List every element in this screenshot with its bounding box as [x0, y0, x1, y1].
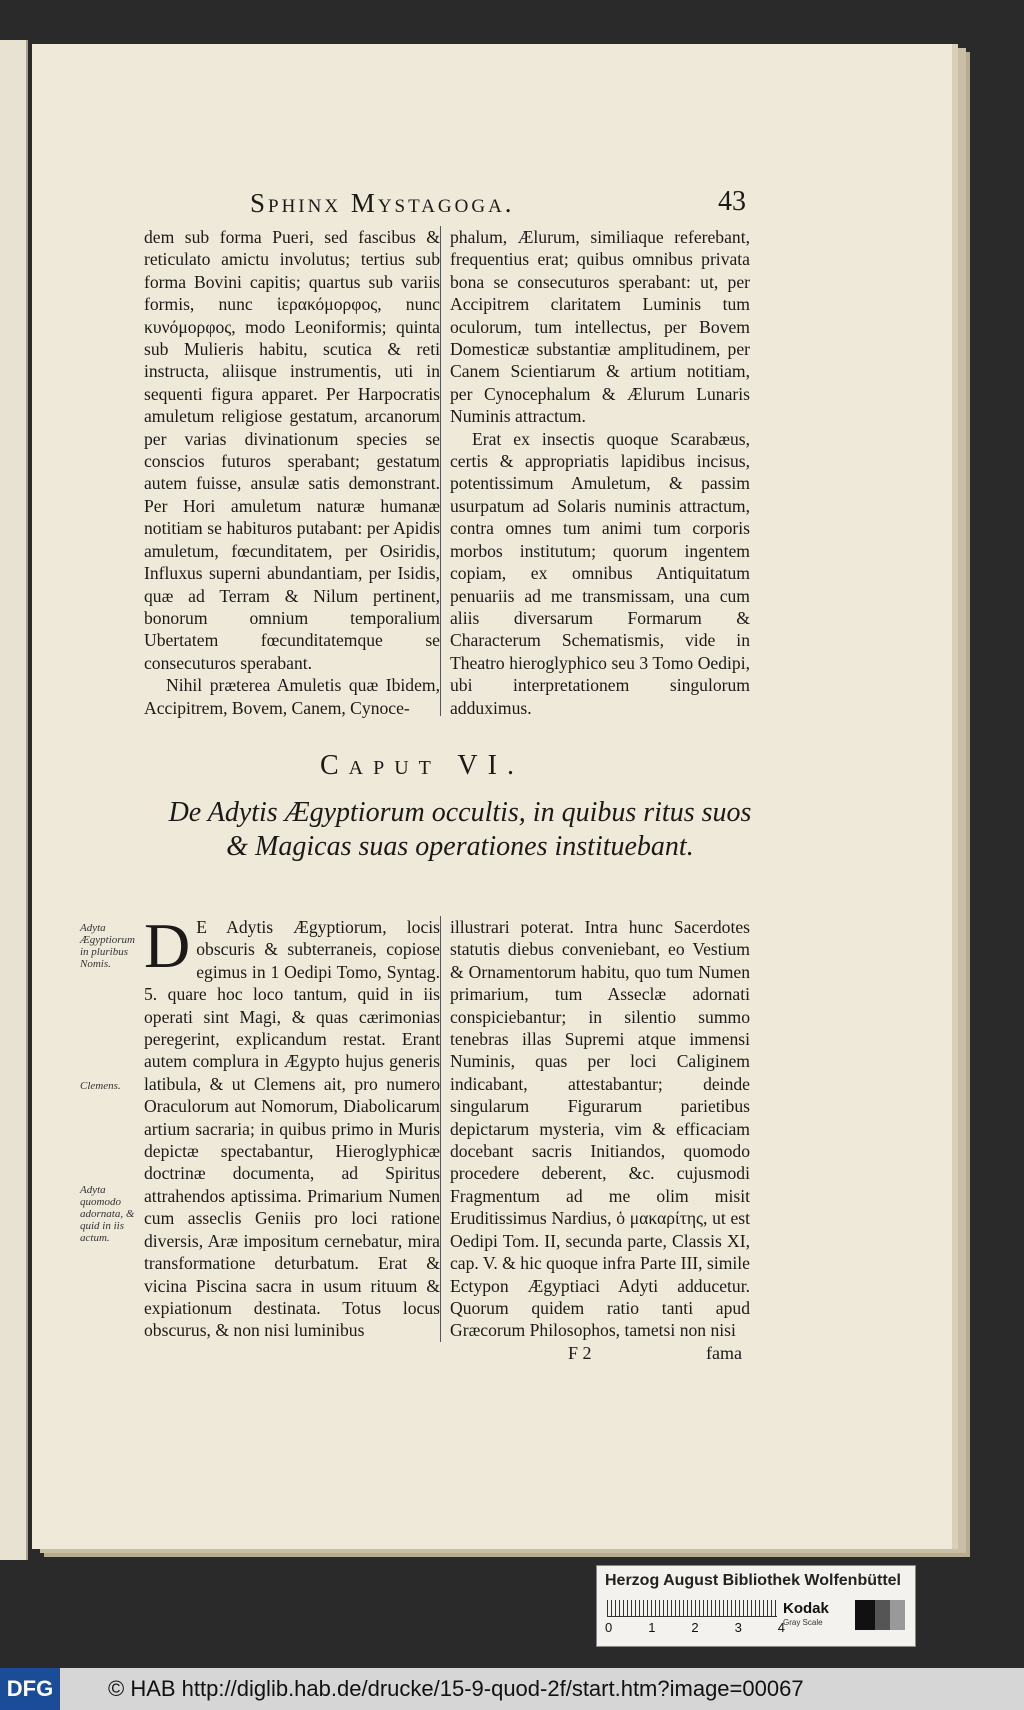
- margin-note: Clemens.: [80, 1080, 121, 1092]
- adjacent-page-edge: [0, 40, 28, 1560]
- catchword: fama: [706, 1343, 742, 1363]
- right-column-top: [450, 226, 750, 719]
- gray-scale-label: Gray Scale: [783, 1618, 823, 1627]
- right-column-bottom: [450, 916, 750, 1342]
- margin-note: Adyta Ægyptiorum in pluribus Nomis.: [80, 922, 135, 970]
- signature-mark: F 2: [568, 1343, 592, 1363]
- column-rule: [440, 226, 441, 716]
- left-column-top: [144, 226, 440, 719]
- library-label: Herzog August Bibliothek Wolfenbüttel: [605, 1572, 901, 1589]
- copyright-link[interactable]: © HAB http://diglib.hab.de/drucke/15-9-quod-2f/start.htm?image=00067: [108, 1676, 804, 1701]
- chapter-title: De Adytis Ægyptiorum occultis, in quibus ritus suos & Magicas suas operationes instituebant.: [168, 797, 752, 862]
- drop-cap: D: [144, 910, 191, 981]
- left-column-bottom: [144, 910, 440, 1342]
- paragraph: dem sub forma Pueri, sed fascibus & reticulato amictu involutus; tertius sub forma Bovini capitis; quartus sub variis formis, nunc ἱερακόμορφος, nunc κυνόμορφος, modo Leoniformis; quinta sub Mulieris habitu, scutica & reti instructa, aliisque instrumentis, uti in sequenti figura apparet. Per Harpocratis amuletum religiose gestatum, arcanorum per varias divinationum species se conscios futuros sperabant; gestatum autem fuisse, ansulæ satis demonstrant. Per Hori amuletum naturæ humanæ notitiam se habituros putabant: per Apidis amuletum, fœcunditatem, per Osiridis, Influxus superni abundantiam, per Isidis, quæ ad Terram & Nilum pertinent, bonorum omnium temporalium Ubertatem fœcunditatemque se consecuturos sperabant.: [144, 227, 440, 673]
- gray-patches: [855, 1600, 905, 1630]
- paragraph: phalum, Ælurum, similiaque referebant, frequentius erat; quibus omnibus privata bona se consecuturos sperabant: ut, per Accipitrem claritatem Luminis tum oculorum, tum intellectus, per Bovem Domesticæ substantiæ amplitudinem, per Canem Scientiarum & artium notitiam, per Cynocephalum & Ælurum Lunaris Numinis attractum.: [450, 227, 750, 427]
- color-calibration-bar: [596, 1565, 916, 1647]
- running-title: Sphinx Mystagoga.: [250, 188, 515, 218]
- column-rule: [440, 916, 441, 1342]
- ruler-scale: [607, 1600, 777, 1617]
- dfg-logo: DFG: [0, 1668, 60, 1710]
- paragraph: Nihil præterea Amuletis quæ Ibidem, Accipitrem, Bovem, Canem, Cynoce-: [144, 675, 440, 718]
- ruler-numbers: 0 1 2 3 4: [605, 1620, 785, 1635]
- paragraph: Erat ex insectis quoque Scarabæus, certis & appropriatis lapidibus incisus, potentissimum Amuletum, & passim usurpatum ad Solaris numinis attractum, contra omnes tum animi tum corporis morbos institutum; quorum ingentem copiam, ex omnibus Antiquitatum penuariis ad me transmissam, una cum aliis diversarum Formarum & Characterum Schematismis, vide in Theatro hieroglyphico seu 3 Tomo Oedipi, ubi interpretationem singulorum adduximus.: [450, 428, 750, 718]
- paragraph: illustrari poterat. Intra hunc Sacerdotes statutis diebus conveniebant, eo Vestium & Ornamentorum habitu, quo tum Numen primarium, tum Asseclæ adornati conspiciebantur; in silentio summo tenebras illas Supremi atque immensi Numinis, quas per loci Caliginem indicabant, attestabantur; deinde singularum Figurarum parietibus depictarum mysteria, vim & efficaciam docebant sacris Initiandos, quomodo procedere deberent, &c. cujusmodi Fragmentum ad me olim misit Eruditissimus Nardius, ὁ μακαρίτης, ut est Oedipi Tom. II, secunda parte, Classis XI, cap. V. & hic quoque infra Parte III, simile Ectypon Ægyptiaci Adyti adducetur. Quorum quidem ratio tanti apud Græcorum Philosophos, tametsi non nisi: [450, 917, 750, 1341]
- footer-bar: [0, 1668, 1024, 1710]
- kodak-logo: Kodak: [783, 1600, 829, 1617]
- chapter-number: Caput VI.: [320, 750, 524, 781]
- page-number: 43: [718, 186, 746, 217]
- margin-note: Adyta quomodo adornata, & quid in iis actum.: [80, 1184, 135, 1244]
- paragraph: E Adytis Ægyptiorum, locis obscuris & subterraneis, copiose egimus in 1 Oedipi Tomo, Syntag. 5. quare hoc loco tantum, quid in iis operati sint Magi, & quas cærimonias peregerint, explicandum restat. Erant autem complura in Ægypto hujus generis latibula, & ut Clemens ait, pro numero Oraculorum aut Nomorum, Diabolicarum artium sacraria; in quibus primo in Muris depictæ spectabantur, Hieroglyphicæ doctrinæ documenta, ad Spiritus attrahendos aptissima. Primarium Numen cum asseclis Geniis pro loci ratione diversis, Aræ impositum cernebatur, mira transformatione deturbatum. Erat & vicina Piscina sacra in usum rituum & expiationum destinata. Totus locus obscurus, & non nisi luminibus: [144, 917, 440, 1341]
